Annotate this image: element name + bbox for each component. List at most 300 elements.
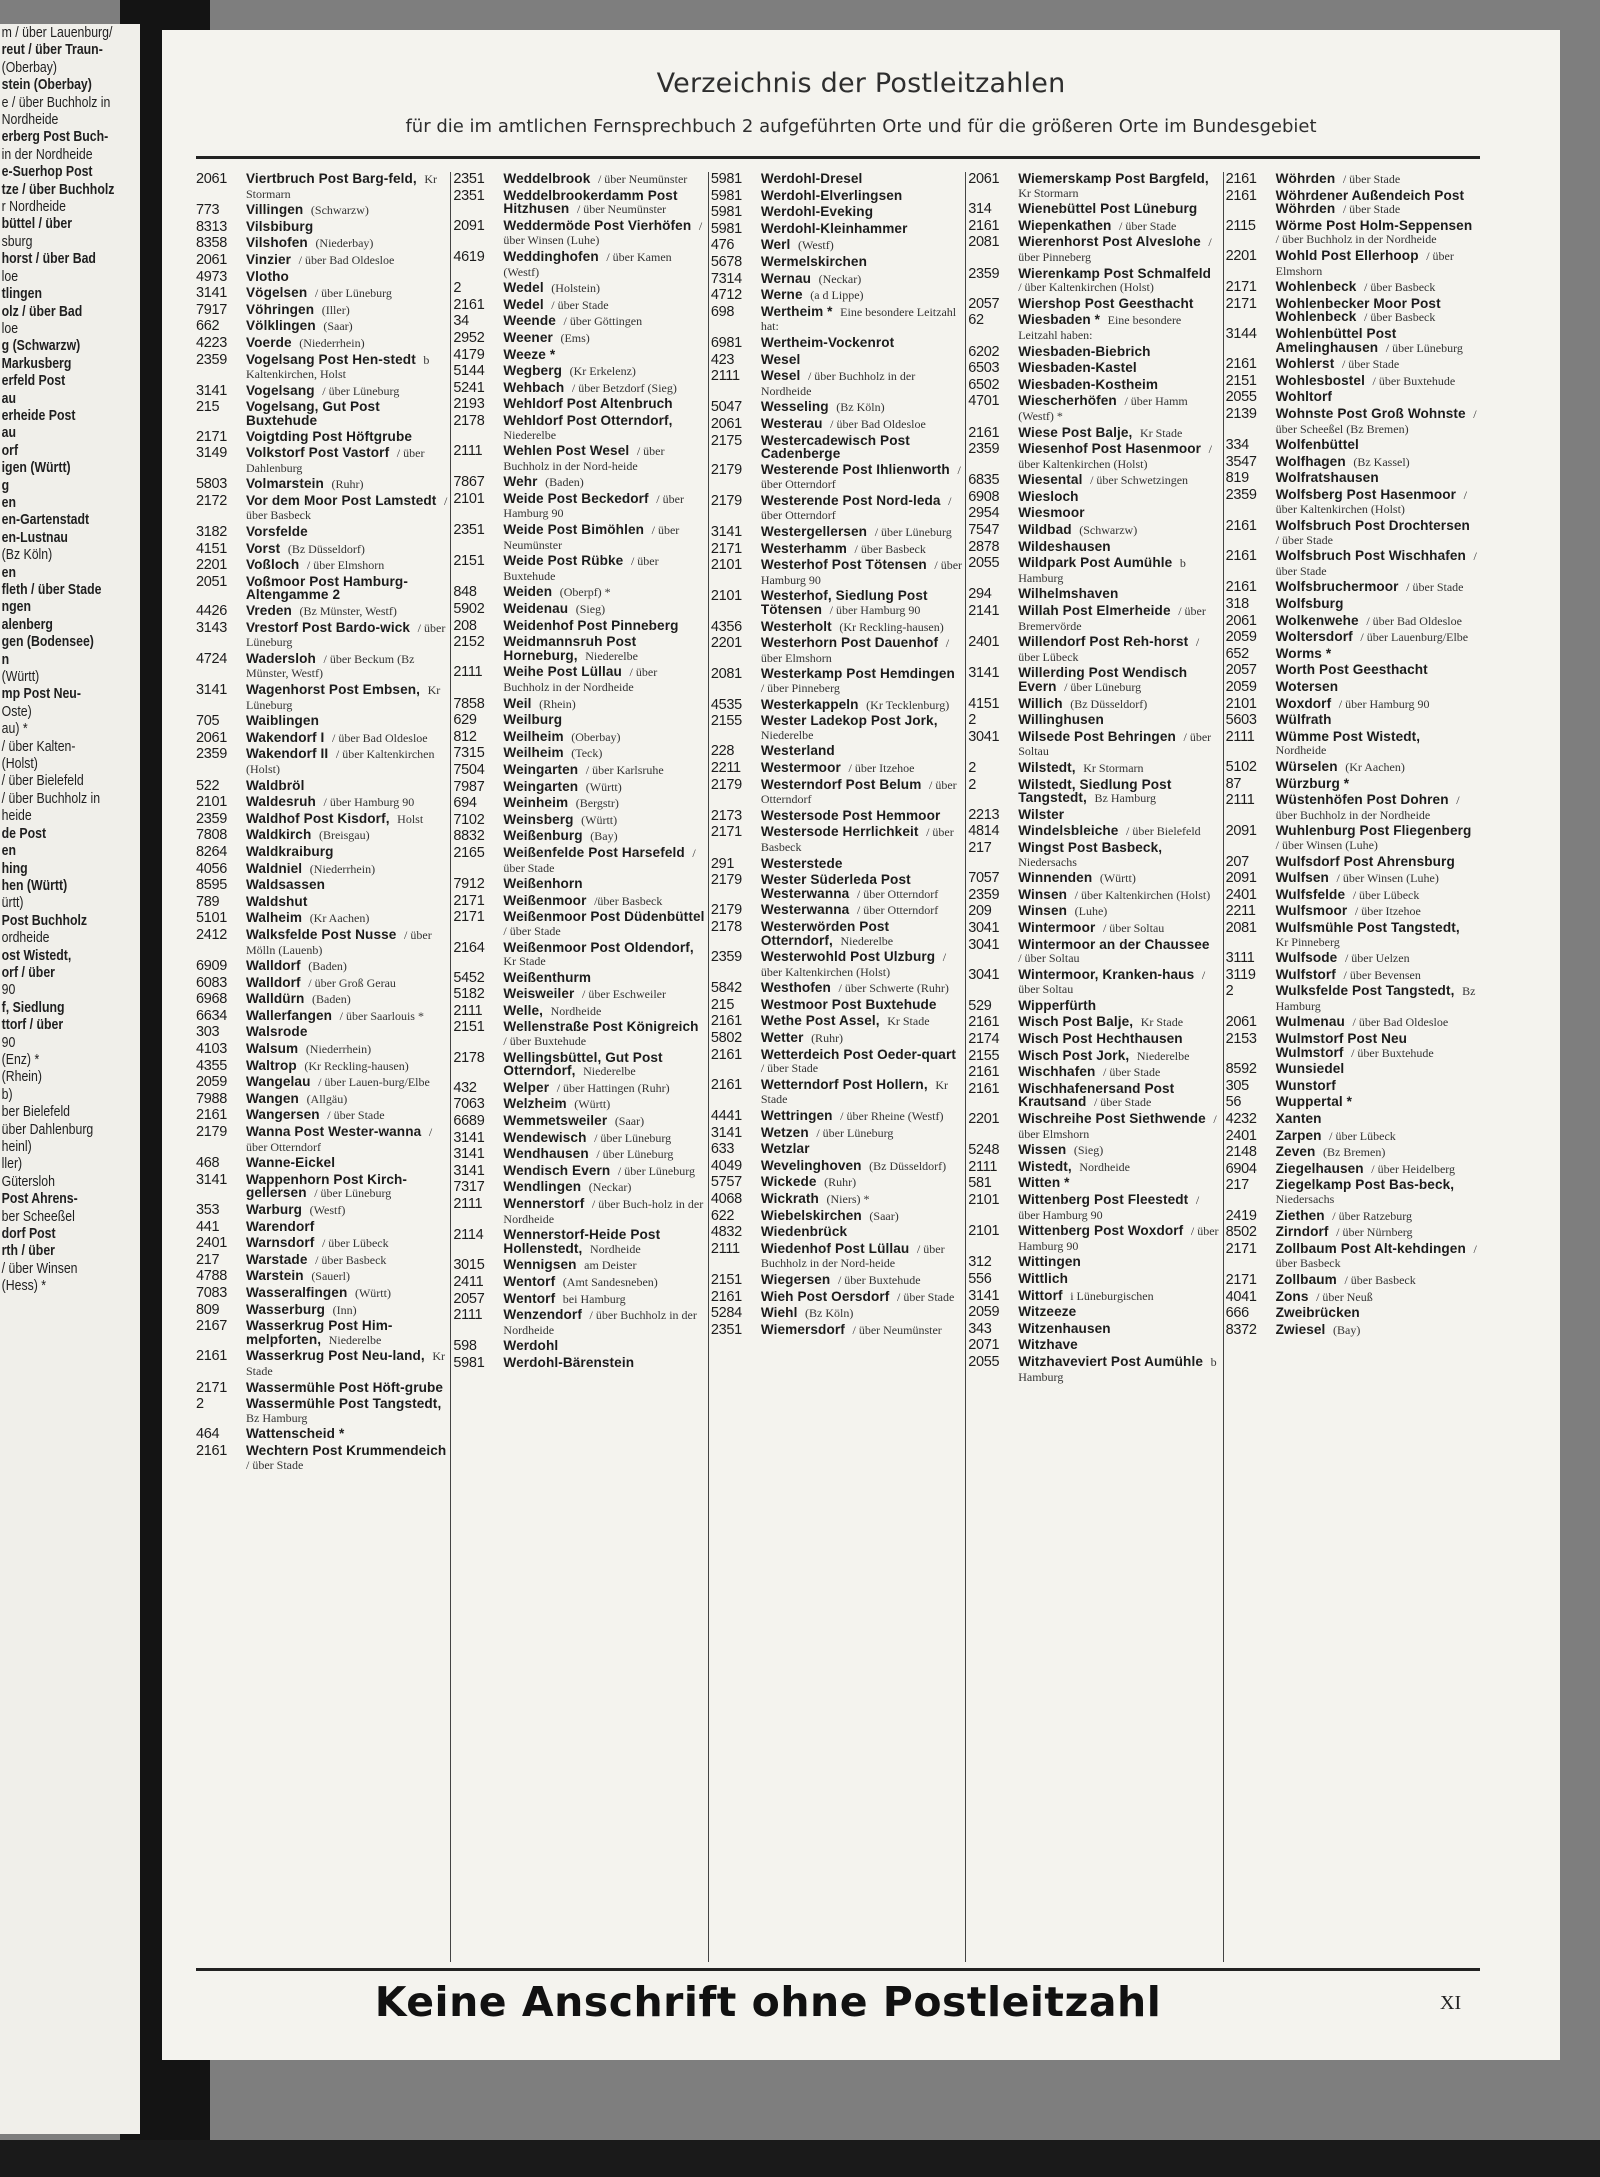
place-note: (Westf) xyxy=(798,238,834,253)
postcode: 5981 xyxy=(710,172,742,187)
postcode-entry xyxy=(711,1192,962,1207)
place-name: Weilburg xyxy=(503,712,563,728)
postcode: 6835 xyxy=(968,472,1000,489)
place-name: Waldsassen xyxy=(246,877,326,893)
place-name: Wentorf xyxy=(503,1290,556,1306)
postcode: 5757 xyxy=(710,1174,742,1191)
postcode-entry xyxy=(968,1176,1219,1191)
place-name: Wertheim * xyxy=(760,303,833,319)
place-name: Willich xyxy=(1018,695,1063,711)
place-name: Wetzlar xyxy=(760,1141,810,1157)
left-page-fragment: ordheide xyxy=(1,929,50,947)
postcode-entry xyxy=(196,1236,447,1251)
postcode: 2101 xyxy=(453,490,485,507)
postcode-entry xyxy=(196,303,447,318)
place-note: (Holstein) xyxy=(551,281,600,296)
place-name-cell xyxy=(246,652,447,681)
postcode-entry xyxy=(968,1193,1219,1222)
place-note: / über Groß Gerau xyxy=(308,975,396,990)
place-name-cell xyxy=(1276,730,1477,758)
postcode-entry xyxy=(1226,968,1477,983)
place-name: Wülfrath xyxy=(1275,712,1332,728)
place-name-cell xyxy=(761,205,962,219)
left-page-fragment: ngen xyxy=(1,598,32,616)
place-name: Wiehl xyxy=(760,1305,798,1321)
place-note: / über Bevensen xyxy=(1343,967,1421,982)
postcode-entry xyxy=(711,620,962,635)
place-name: Wilsede Post Behringen xyxy=(1018,728,1176,744)
place-name-cell xyxy=(761,950,962,979)
place-name-cell xyxy=(1018,824,1219,839)
postcode-entry xyxy=(711,873,962,901)
postcode: 2051 xyxy=(196,573,228,590)
place-note: / über Dahlenburg xyxy=(246,446,425,475)
place-note: / über Pinneberg xyxy=(760,681,840,695)
place-name-cell xyxy=(1018,523,1219,538)
postcode-entry xyxy=(711,981,962,996)
postcode-entry xyxy=(196,1253,447,1268)
place-name-cell xyxy=(246,286,447,301)
postcode: 7314 xyxy=(710,270,742,287)
place-name: Winsen xyxy=(1018,903,1068,919)
place-name: Zollbaum xyxy=(1275,1271,1337,1287)
postcode: 5452 xyxy=(453,969,485,986)
place-name: Wanna Post Wester-wanna xyxy=(246,1124,422,1140)
place-name-cell xyxy=(246,400,447,427)
postcode-entry xyxy=(1226,1079,1477,1094)
postcode: 2 xyxy=(968,759,976,776)
place-note: Eine besondere Leitzahl hat: xyxy=(760,304,957,334)
postcode-entry xyxy=(453,877,704,892)
place-name: Wöhrdener Außendeich Post Wöhrden xyxy=(1275,187,1465,217)
postcode: 6502 xyxy=(968,376,1000,393)
place-name: Wegberg xyxy=(503,363,563,379)
place-name: Winsen xyxy=(1018,886,1068,902)
postcode-entry xyxy=(1226,871,1477,886)
postcode-entry xyxy=(196,976,447,991)
postcode-entry xyxy=(968,345,1219,360)
place-name-cell xyxy=(503,1051,704,1079)
place-note: / über Elmshorn xyxy=(760,636,950,665)
place-name: Ziethen xyxy=(1275,1207,1325,1223)
postcode-entry xyxy=(968,394,1219,423)
postcode-entry xyxy=(711,369,962,398)
postcode: 4179 xyxy=(453,346,485,363)
place-name: Weißenhorn xyxy=(503,876,583,892)
postcode-entry xyxy=(968,604,1219,633)
postcode: 7315 xyxy=(453,745,485,762)
postcode: 2111 xyxy=(453,1307,483,1324)
postcode-entry xyxy=(453,1292,704,1307)
place-name: Weiden xyxy=(503,584,553,600)
place-name-cell xyxy=(1276,1145,1477,1160)
postcode: 2211 xyxy=(1225,903,1256,920)
postcode: 5902 xyxy=(453,601,485,618)
place-name-cell xyxy=(246,1009,447,1024)
place-note: / über Beckum (Bz Münster, Westf) xyxy=(246,651,415,681)
place-note: Niederelbe xyxy=(1136,1048,1190,1063)
left-page-fragment: de Post xyxy=(1,824,47,842)
postcode: 2164 xyxy=(453,939,485,956)
place-name: Wiedenhof Post Lüllau xyxy=(760,1240,910,1256)
place-note: / über Buchholz in der Nordheide xyxy=(1275,232,1437,247)
place-note: / über Göttingen xyxy=(563,314,643,329)
place-note: / über Stade xyxy=(1341,357,1400,372)
place-note: (Ruhr) xyxy=(811,1031,844,1046)
postcode-entry xyxy=(453,829,704,844)
place-name: Wolkenwehe xyxy=(1275,612,1359,628)
place-note: Nordheide xyxy=(1275,743,1327,758)
place-note: / über Otterndorf xyxy=(760,462,961,492)
postcode: 3144 xyxy=(1225,325,1257,342)
place-name: Vöhringen xyxy=(246,301,315,317)
postcode: 622 xyxy=(710,1207,735,1224)
postcode: 303 xyxy=(196,1024,220,1041)
postcode-entry xyxy=(1226,1032,1477,1060)
place-name-cell xyxy=(503,1356,704,1370)
postcode: 2412 xyxy=(196,926,228,943)
postcode-entry xyxy=(1226,647,1477,662)
place-name: Wittingen xyxy=(1018,1254,1081,1270)
postcode-entry xyxy=(453,1356,704,1371)
postcode: 2055 xyxy=(1225,389,1257,406)
place-name: Weddermöde Post Vierhöfen xyxy=(503,217,692,233)
postcode-entry xyxy=(1226,374,1477,389)
postcode-entry xyxy=(968,824,1219,839)
postcode: 2351 xyxy=(453,172,485,187)
postcode: 4041 xyxy=(1225,1288,1257,1305)
place-name-cell xyxy=(761,1242,962,1271)
postcode: 4356 xyxy=(710,618,742,635)
place-note: / über Elmshorn xyxy=(1018,1112,1217,1141)
postcode: 4103 xyxy=(196,1041,228,1058)
postcode-entry xyxy=(196,747,447,776)
postcode: 2201 xyxy=(1225,247,1257,264)
postcode: 2178 xyxy=(453,412,485,429)
place-name-cell xyxy=(246,1269,447,1284)
place-name: Wulfsmoor xyxy=(1275,903,1348,919)
postcode: 2165 xyxy=(453,844,485,861)
postcode: 3041 xyxy=(968,966,1000,983)
place-name: Wasserkrug Post Him-melpforten, xyxy=(246,1318,393,1347)
postcode: 4535 xyxy=(710,696,742,713)
place-name: Wilstedt, Siedlung Post Tangstedt, xyxy=(1018,776,1172,806)
postcode: 2139 xyxy=(1225,405,1257,422)
postcode: 314 xyxy=(968,201,992,218)
postcode: 529 xyxy=(968,997,992,1014)
postcode-entry xyxy=(196,1108,447,1123)
postcode: 2161 xyxy=(710,1046,742,1063)
place-name-cell xyxy=(761,400,962,415)
place-note: / über Stade xyxy=(1119,218,1177,233)
postcode: 2401 xyxy=(196,1235,228,1252)
postcode: 2061 xyxy=(1225,612,1257,629)
postcode: 809 xyxy=(196,1301,220,1318)
postcode: 4426 xyxy=(196,603,228,620)
place-name: Wakendorf I xyxy=(246,729,325,745)
postcode-entry xyxy=(196,1269,447,1284)
place-name: Worth Post Geesthacht xyxy=(1275,662,1428,678)
postcode: 2061 xyxy=(1225,1014,1257,1031)
place-name: Waldniel xyxy=(246,860,303,876)
postcode: 522 xyxy=(196,777,220,794)
place-name-cell xyxy=(1276,1323,1477,1338)
column-5 xyxy=(1223,172,1480,1962)
place-note: / über Heidelberg xyxy=(1371,1161,1456,1176)
place-name: Wilstedt, xyxy=(1018,759,1076,775)
left-page-fragment: m / über Lauenburg/ xyxy=(1,24,113,41)
place-name: Wellingsbüttel, Gut Post Otterndorf, xyxy=(503,1049,663,1079)
place-name: Westerau xyxy=(760,415,823,431)
left-page-fragment: b) xyxy=(1,1085,13,1103)
postcode: 312 xyxy=(968,1254,992,1271)
postcode-entry xyxy=(711,1126,962,1141)
place-name: Waldbröl xyxy=(246,777,305,793)
place-name-cell xyxy=(1276,488,1477,517)
place-note: Nordheide xyxy=(590,1241,641,1256)
place-name-cell xyxy=(761,825,962,854)
place-name: Wiesloch xyxy=(1018,488,1079,504)
postcode: 3141 xyxy=(196,382,228,399)
place-name-cell xyxy=(503,585,704,600)
place-name-cell xyxy=(761,434,962,461)
place-note: / über Hamburg 90 xyxy=(760,558,963,587)
postcode: 7858 xyxy=(453,695,485,712)
postcode-entry xyxy=(711,920,962,948)
page-subtitle: für die im amtlichen Fernsprechbuch 2 aufgeführten Orte und für die größeren Orte im Bundesgebiet xyxy=(405,116,1317,137)
place-name: Wesel xyxy=(760,368,801,384)
place-name-cell xyxy=(1018,841,1219,869)
place-name: Wenzendorf xyxy=(503,1307,582,1323)
postcode-entry xyxy=(1226,888,1477,903)
place-name-cell xyxy=(761,189,962,203)
postcode-entry xyxy=(196,1203,447,1218)
postcode: 343 xyxy=(968,1320,992,1337)
postcode-entry xyxy=(453,763,704,778)
postcode: 8264 xyxy=(196,843,228,860)
place-note: Niedersachs xyxy=(1018,854,1077,869)
place-name-cell xyxy=(503,1292,704,1307)
place-note: / über Lübeck xyxy=(1018,635,1200,664)
place-name: Weil xyxy=(503,695,532,711)
postcode-entry xyxy=(196,604,447,619)
place-name: Wisch Post Jork, xyxy=(1018,1047,1130,1063)
postcode: 2174 xyxy=(968,1031,1000,1048)
place-name: Wiemersdorf xyxy=(760,1321,845,1337)
place-name-cell xyxy=(1018,921,1219,936)
place-name: Westerwanna xyxy=(760,902,850,918)
postcode-entry xyxy=(1226,455,1477,470)
place-name: Wohnste Post Groß Wohnste xyxy=(1275,405,1466,421)
place-name: Walsum xyxy=(246,1041,299,1057)
postcode-entry xyxy=(1226,824,1477,852)
place-name: Wunstorf xyxy=(1275,1077,1336,1093)
place-name-cell xyxy=(246,220,447,234)
postcode: 7504 xyxy=(453,761,485,778)
place-name: Wintermoor, Kranken-haus xyxy=(1018,966,1195,982)
top-rule xyxy=(196,156,1480,159)
postcode-entry xyxy=(968,426,1219,441)
postcode-entry xyxy=(968,1322,1219,1337)
place-name: Westersode Post Hemmoor xyxy=(760,807,941,823)
postcode: 6689 xyxy=(453,1113,485,1130)
place-name-cell xyxy=(1018,1160,1219,1175)
postcode: 5102 xyxy=(1225,758,1257,775)
place-name-cell xyxy=(1276,1112,1477,1126)
place-name-cell xyxy=(503,1228,704,1256)
postcode: 2161 xyxy=(1225,356,1257,373)
postcode-entry xyxy=(711,1290,962,1305)
place-name-cell xyxy=(503,697,704,712)
left-page-fragment: g xyxy=(1,476,10,494)
postcode-entry xyxy=(453,1164,704,1179)
place-name-cell xyxy=(761,589,962,617)
postcode: 2148 xyxy=(1225,1144,1257,1161)
left-page-fragment: (Rhein) xyxy=(1,1068,42,1086)
postcode-entry xyxy=(453,910,704,938)
postcode-entry xyxy=(453,1308,704,1337)
left-page-fragment: en xyxy=(1,493,17,511)
place-name-cell xyxy=(246,1173,447,1201)
place-name: Walldorf xyxy=(246,974,301,990)
postcode: 34 xyxy=(453,313,469,330)
place-name-cell xyxy=(761,417,962,432)
postcode-entry xyxy=(968,904,1219,919)
postcode: 2351 xyxy=(453,522,485,539)
left-page-fragment: rth / über xyxy=(1,1242,55,1260)
postcode-entry xyxy=(711,1306,962,1321)
place-name-cell xyxy=(1018,556,1219,585)
place-note: / über Basbeck xyxy=(246,493,448,523)
place-name-cell xyxy=(1276,1162,1477,1177)
postcode-entry xyxy=(1226,760,1477,775)
place-name-cell xyxy=(1018,267,1219,295)
place-note: / über Stade xyxy=(503,923,561,938)
postcode: 2171 xyxy=(1225,279,1257,296)
postcode-entry xyxy=(453,1228,704,1256)
place-name: Weingarten xyxy=(503,778,579,794)
postcode: 4223 xyxy=(196,334,228,351)
place-name-cell xyxy=(246,862,447,877)
place-name-cell xyxy=(1018,1289,1219,1304)
place-name-cell xyxy=(1276,1015,1477,1030)
postcode-entry xyxy=(711,189,962,204)
place-name: Wierenkamp Post Schmalfeld xyxy=(1018,265,1212,281)
place-name: Wattenscheid * xyxy=(246,1426,345,1442)
postcode-entry xyxy=(711,778,962,807)
left-page-fragment: Gütersloh xyxy=(1,1172,55,1190)
place-name-cell xyxy=(1018,540,1219,554)
left-page-fragment: mp Post Neu- xyxy=(1,685,81,703)
place-name: Wehlen Post Wesel xyxy=(503,443,630,459)
postcode-entry xyxy=(968,1015,1219,1030)
postcode-entry xyxy=(968,442,1219,471)
place-name-cell xyxy=(246,845,447,859)
place-note: / über Hamburg 90 xyxy=(1018,1224,1219,1253)
place-note: / über Lüneburg xyxy=(314,1186,392,1201)
place-note: / über Hamburg 90 xyxy=(1018,1193,1200,1222)
place-name: Wintermoor an der Chaussee xyxy=(1018,936,1210,952)
place-name-cell xyxy=(761,288,962,303)
left-page-fragment: reut / über Traun- xyxy=(1,41,103,59)
postcode-entry xyxy=(1226,777,1477,792)
postcode-entry xyxy=(968,235,1219,264)
place-note: Holst xyxy=(397,811,424,826)
place-note: / über Scheeßel (Bz Bremen) xyxy=(1275,406,1477,436)
place-note: Kr Stormarn xyxy=(246,172,438,201)
place-name-cell xyxy=(246,558,447,573)
postcode: 5182 xyxy=(453,986,485,1003)
postcode: 2161 xyxy=(196,1107,228,1124)
postcode: 2161 xyxy=(1225,518,1257,535)
postcode: 2061 xyxy=(196,251,228,268)
place-name-cell xyxy=(503,250,704,279)
postcode-entry xyxy=(196,542,447,557)
place-note: / über Hamburg 90 xyxy=(829,603,921,618)
postcode: 2111 xyxy=(1225,792,1255,809)
place-name-cell xyxy=(246,1203,447,1218)
place-name: Weddinghofen xyxy=(503,248,599,264)
place-note: / über Elmshorn xyxy=(1275,248,1454,278)
postcode: 2167 xyxy=(196,1318,228,1335)
place-note: / über Soltau xyxy=(1102,920,1165,935)
place-note: / über Schwetzingen xyxy=(1090,473,1189,488)
place-name: Wermelskirchen xyxy=(760,253,867,269)
postcode: 4973 xyxy=(196,268,228,285)
postcode: 4056 xyxy=(196,860,228,877)
postcode: 666 xyxy=(1225,1305,1249,1322)
postcode: 662 xyxy=(196,318,220,335)
place-name: Wakendorf II xyxy=(246,746,329,762)
place-name: Winnenden xyxy=(1018,870,1093,886)
place-name-cell xyxy=(246,1042,447,1057)
postcode: 3141 xyxy=(196,682,228,698)
postcode: 2171 xyxy=(453,892,485,909)
postcode-entry xyxy=(711,857,962,872)
postcode-entry xyxy=(711,558,962,587)
left-page-fragment: Post Ahrens- xyxy=(1,1190,78,1208)
postcode-entry xyxy=(1226,219,1477,247)
place-name-cell xyxy=(1276,871,1477,886)
postcode: 2151 xyxy=(1225,372,1257,389)
place-name: Windelsbleiche xyxy=(1018,823,1119,839)
postcode: 318 xyxy=(1225,596,1249,613)
place-name-cell xyxy=(246,1025,447,1039)
place-name: Weilheim xyxy=(503,728,564,744)
postcode-entry xyxy=(711,305,962,334)
place-name-cell xyxy=(246,430,447,444)
postcode: 2155 xyxy=(968,1047,1000,1064)
place-note: / über Buchholz in der Nordheide xyxy=(503,665,658,694)
postcode-entry xyxy=(968,1049,1219,1064)
postcode-entry xyxy=(711,667,962,695)
place-name: Weißenburg xyxy=(503,828,583,844)
place-name: Weinheim xyxy=(503,795,569,811)
place-name-cell xyxy=(246,1253,447,1268)
postcode-entry xyxy=(196,1125,447,1154)
left-page-fragment: Post Buchholz xyxy=(1,911,88,929)
place-name: Voigtding Post Höftgrube xyxy=(246,428,413,444)
place-name-cell xyxy=(761,305,962,334)
postcode-entry xyxy=(1226,730,1477,758)
postcode: 3041 xyxy=(968,728,1000,745)
postcode-entry xyxy=(711,1048,962,1076)
place-name: Wohlerst xyxy=(1275,356,1335,372)
postcode: 2 xyxy=(453,280,462,297)
left-page-fragment: hen (Württ) xyxy=(1,876,68,894)
place-name-cell xyxy=(1018,1032,1219,1046)
postcode: 556 xyxy=(968,1270,992,1287)
